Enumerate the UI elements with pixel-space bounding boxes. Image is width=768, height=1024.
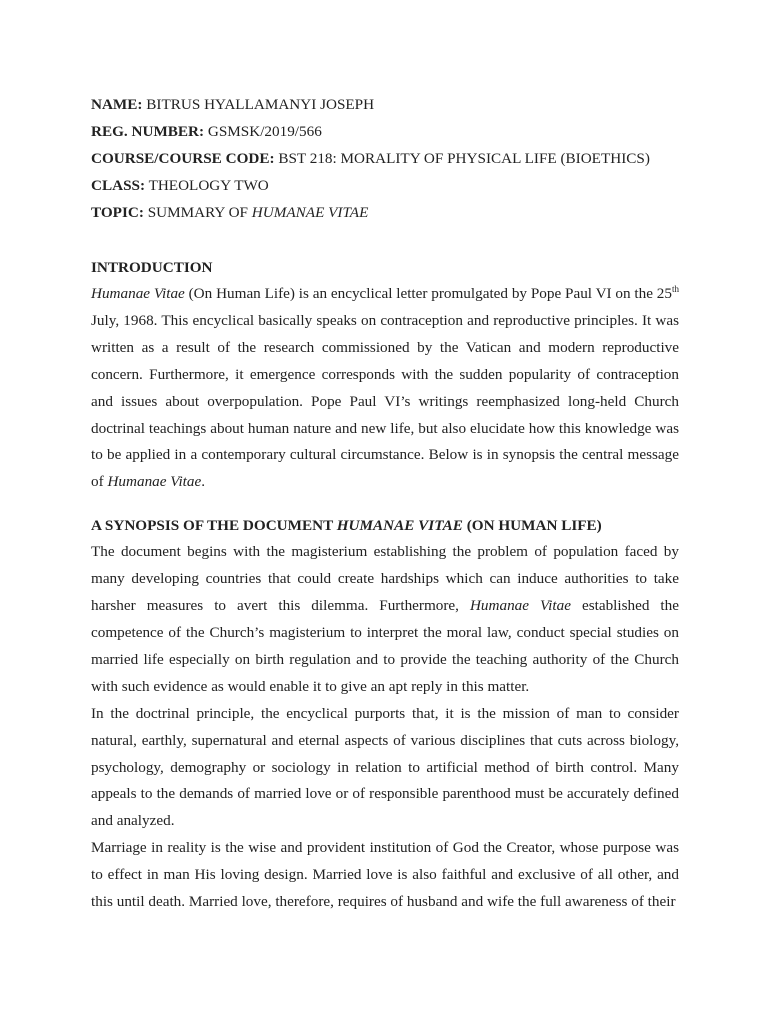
synopsis-section <box>91 512 679 916</box>
topic-value-italic: HUMANAE VITAE <box>251 204 369 221</box>
course-line <box>91 145 679 172</box>
synopsis-heading-suffix: (ON HUMAN LIFE) <box>466 517 602 535</box>
name-label: NAME: <box>91 96 143 113</box>
reg-number-label: REG. NUMBER: <box>91 123 205 140</box>
topic-line <box>91 199 679 226</box>
class-line <box>91 172 679 199</box>
class-label: CLASS: <box>91 177 146 194</box>
synopsis-paragraph-3: Marriage in reality is the wise and provident institution of God the Creator, whose purpose was to effect in man His loving design. Married love is also faithful and exclusive of all other, and this until death. Married love, therefore, requires of husband and wife the full awareness of their <box>91 839 679 911</box>
introduction-title-italic: Humanae Vitae <box>91 285 185 302</box>
synopsis-paragraph-1 <box>91 539 679 700</box>
name-line <box>91 91 679 118</box>
introduction-text-2: July, 1968. This encyclical basically speaks on contraception and reproductive principles. It was written as a result of the research commissioned by the Vatican and modern reproductive concern. Furthermore, it emergence corresponds with the sudden popularity of contraception and issues about overpopulation. Pope Paul VI’s writings reemphasized long-held Church doctrinal teachings about human nature and new life, but also elucidate how this knowledge was to be applied in a contemporary cultural circumstance. Below is in synopsis the central message of <box>91 311 679 491</box>
topic-value-prefix: SUMMARY OF <box>147 204 248 221</box>
synopsis-heading <box>91 512 679 539</box>
synopsis-p1-text-1: The document begins with the magisterium establishing the problem of population faced by many developing countries that could create hardships which can induce authorities to take harsher measures to avert this dilemma. Furthermore, <box>91 543 679 615</box>
course-value: BST 218: MORALITY OF PHYSICAL LIFE (BIOETHICS) <box>278 150 650 167</box>
date-superscript: th <box>671 283 679 294</box>
class-value: THEOLOGY TWO <box>148 177 269 194</box>
synopsis-p1-italic: Humanae Vitae <box>469 597 571 615</box>
introduction-heading: INTRODUCTION <box>91 259 213 276</box>
introduction-section <box>91 254 679 496</box>
synopsis-heading-prefix: A SYNOPSIS OF THE DOCUMENT <box>91 517 333 535</box>
introduction-text-1: (On Human Life) is an encyclical letter promulgated by Pope Paul VI on the 25 <box>188 285 672 302</box>
reg-number-value: GSMSK/2019/566 <box>207 123 322 140</box>
course-label: COURSE/COURSE CODE: <box>91 150 275 167</box>
synopsis-heading-italic: HUMANAE VITAE <box>336 517 463 535</box>
synopsis-paragraph-2: In the doctrinal principle, the encyclical purports that, it is the mission of man to consider natural, earthly, supernatural and eternal aspects of various disciplines that cuts across biology, psychology, demography or sociology in relation to artificial method of birth control. Many appeals to the demands of married love or of responsible parenthood must be accurately defined and analyzed. <box>91 704 679 830</box>
reg-number-line <box>91 118 679 145</box>
introduction-closing-period: . <box>201 473 206 491</box>
student-details <box>91 91 679 226</box>
introduction-closing-italic: Humanae Vitae <box>107 473 202 491</box>
synopsis-p1-text-2: established the competence of the Church’s magisterium to interpret the moral law, conduct special studies on married life especially on birth regulation and to provide the teaching authority of the Church with such evidence as would enable it to give an apt reply in this matter. <box>91 597 679 695</box>
topic-label: TOPIC: <box>91 204 144 221</box>
introduction-paragraph <box>91 281 679 496</box>
name-value: BITRUS HYALLAMANYI JOSEPH <box>146 96 375 113</box>
